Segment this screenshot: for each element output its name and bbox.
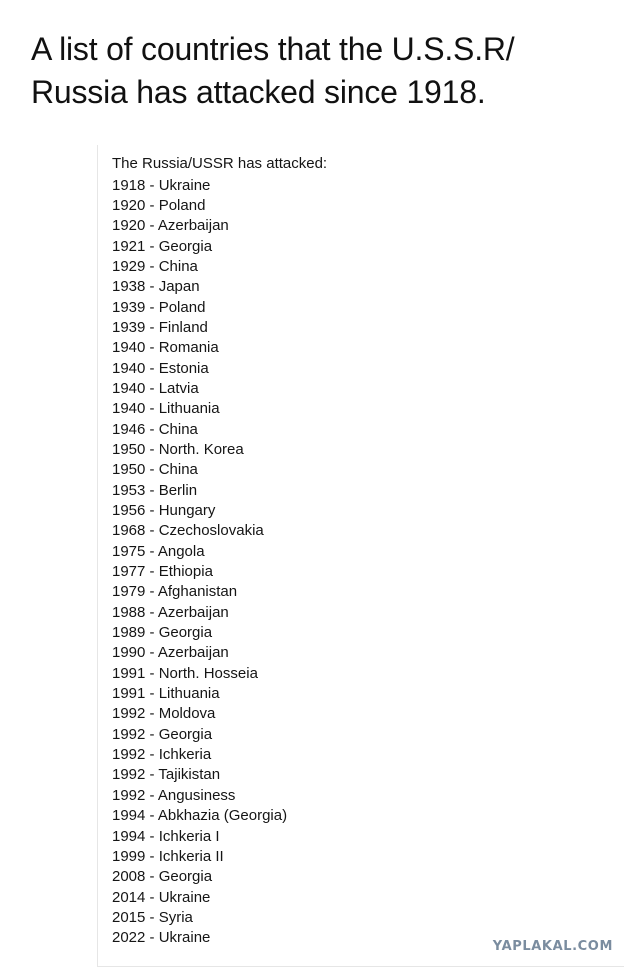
list-item: 1939 - Finland bbox=[112, 318, 208, 336]
list-item: 1920 - Azerbaijan bbox=[112, 217, 229, 235]
list-item: 1999 - Ichkeria II bbox=[112, 847, 224, 865]
list-item: 1992 - Angusiness bbox=[112, 786, 236, 804]
list-item: 1940 - Estonia bbox=[112, 359, 209, 377]
list-item: 1990 - Azerbaijan bbox=[112, 644, 229, 662]
list-item: 1991 - North. Hosseia bbox=[112, 664, 258, 682]
list-item: 1992 - Georgia bbox=[112, 725, 213, 743]
post-text: A list of countries that the U.S.S.R/ Russia has attacked since 1918. bbox=[31, 31, 515, 110]
list-item: 2022 - Ukraine bbox=[112, 929, 211, 947]
attack-list bbox=[112, 176, 287, 949]
list-item: 1950 - North. Korea bbox=[112, 440, 244, 458]
list-item: 1918 - Ukraine bbox=[112, 176, 211, 194]
list-item: 1992 - Tajikistan bbox=[112, 766, 221, 784]
list-item: 1920 - Poland bbox=[112, 196, 206, 214]
list-heading: The Russia/USSR has attacked: bbox=[112, 155, 328, 172]
list-item: 1968 - Czechoslovakia bbox=[112, 522, 264, 540]
list-item: 1950 - China bbox=[112, 461, 198, 479]
list-item: 1988 - Azerbaijan bbox=[112, 603, 229, 621]
list-item: 1975 - Angola bbox=[112, 542, 205, 560]
list-item: 1991 - Lithuania bbox=[112, 685, 220, 703]
list-item: 1989 - Georgia bbox=[112, 624, 213, 642]
list-item: 1979 - Afghanistan bbox=[112, 583, 238, 601]
list-item: 1994 - Abkhazia (Georgia) bbox=[112, 807, 288, 825]
list-item: 1938 - Japan bbox=[112, 278, 200, 296]
list-item: 2008 - Georgia bbox=[112, 868, 213, 886]
list-item: 2015 - Syria bbox=[112, 908, 193, 926]
list-item: 1939 - Poland bbox=[112, 298, 206, 316]
list-item: 1953 - Berlin bbox=[112, 481, 198, 499]
list-item: 1940 - Romania bbox=[112, 339, 219, 357]
watermark: YAPLAKAL.COM bbox=[492, 939, 613, 954]
list-item: 2014 - Ukraine bbox=[112, 888, 211, 906]
list-item: 1921 - Georgia bbox=[112, 237, 213, 255]
list-item: 1956 - Hungary bbox=[112, 502, 216, 519]
list-item: 1977 - Ethiopia bbox=[112, 563, 213, 581]
list-item: 1992 - Moldova bbox=[112, 705, 216, 723]
attack-list-image bbox=[97, 145, 624, 967]
list-item: 1940 - Lithuania bbox=[112, 400, 220, 418]
list-item: 1992 - Ichkeria bbox=[112, 746, 212, 764]
list-item: 1994 - Ichkeria I bbox=[112, 827, 220, 845]
list-item: 1940 - Latvia bbox=[112, 379, 199, 397]
list-item: 1946 - China bbox=[112, 420, 198, 438]
list-item: 1929 - China bbox=[112, 257, 198, 275]
